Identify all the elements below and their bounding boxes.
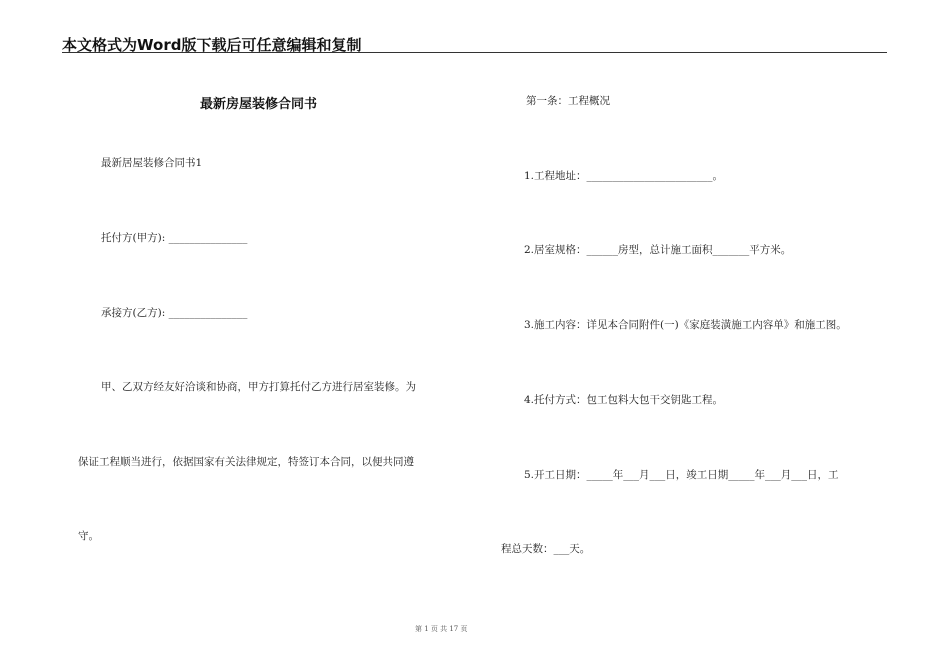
- item-commission-method: 4.托付方式：包工包料大包干交钥匙工程。: [524, 394, 724, 406]
- item-dates: 5.开工日期：_____年___月___日，竣工日期_____年___月___日，工: [524, 469, 839, 481]
- paragraph-line-3: 守。: [78, 530, 99, 542]
- subtitle: 最新居屋装修合同书1: [101, 157, 203, 169]
- paragraph-line-2: 保证工程顺当进行，依据国家有关法律规定，特签订本合同，以便共同遵: [78, 456, 414, 468]
- paragraph-line-1: 甲、乙双方经友好洽谈和协商，甲方打算托付乙方进行居室装修。为: [101, 381, 416, 393]
- page-footer: 第 1 页 共 17 页: [415, 625, 468, 633]
- party-a-line: 托付方(甲方): _______________: [101, 232, 248, 244]
- header-rule: [62, 52, 887, 53]
- item-dates-continued: 程总天数：___天。: [501, 543, 591, 555]
- item-address: 1.工程地址：________________________。: [524, 170, 724, 182]
- clause-heading: 第一条：工程概况: [526, 95, 610, 107]
- item-work-content: 3.施工内容：详见本合同附件(一)《家庭装潢施工内容单》和施工图。: [524, 319, 847, 331]
- item-room-spec: 2.居室规格：______房型，总计施工面积_______平方米。: [524, 244, 792, 256]
- document-title: 最新房屋装修合同书: [200, 97, 318, 112]
- document-banner: 本文格式为Word版下载后可任意编辑和复制: [62, 36, 362, 54]
- party-b-line: 承接方(乙方): _______________: [101, 307, 248, 319]
